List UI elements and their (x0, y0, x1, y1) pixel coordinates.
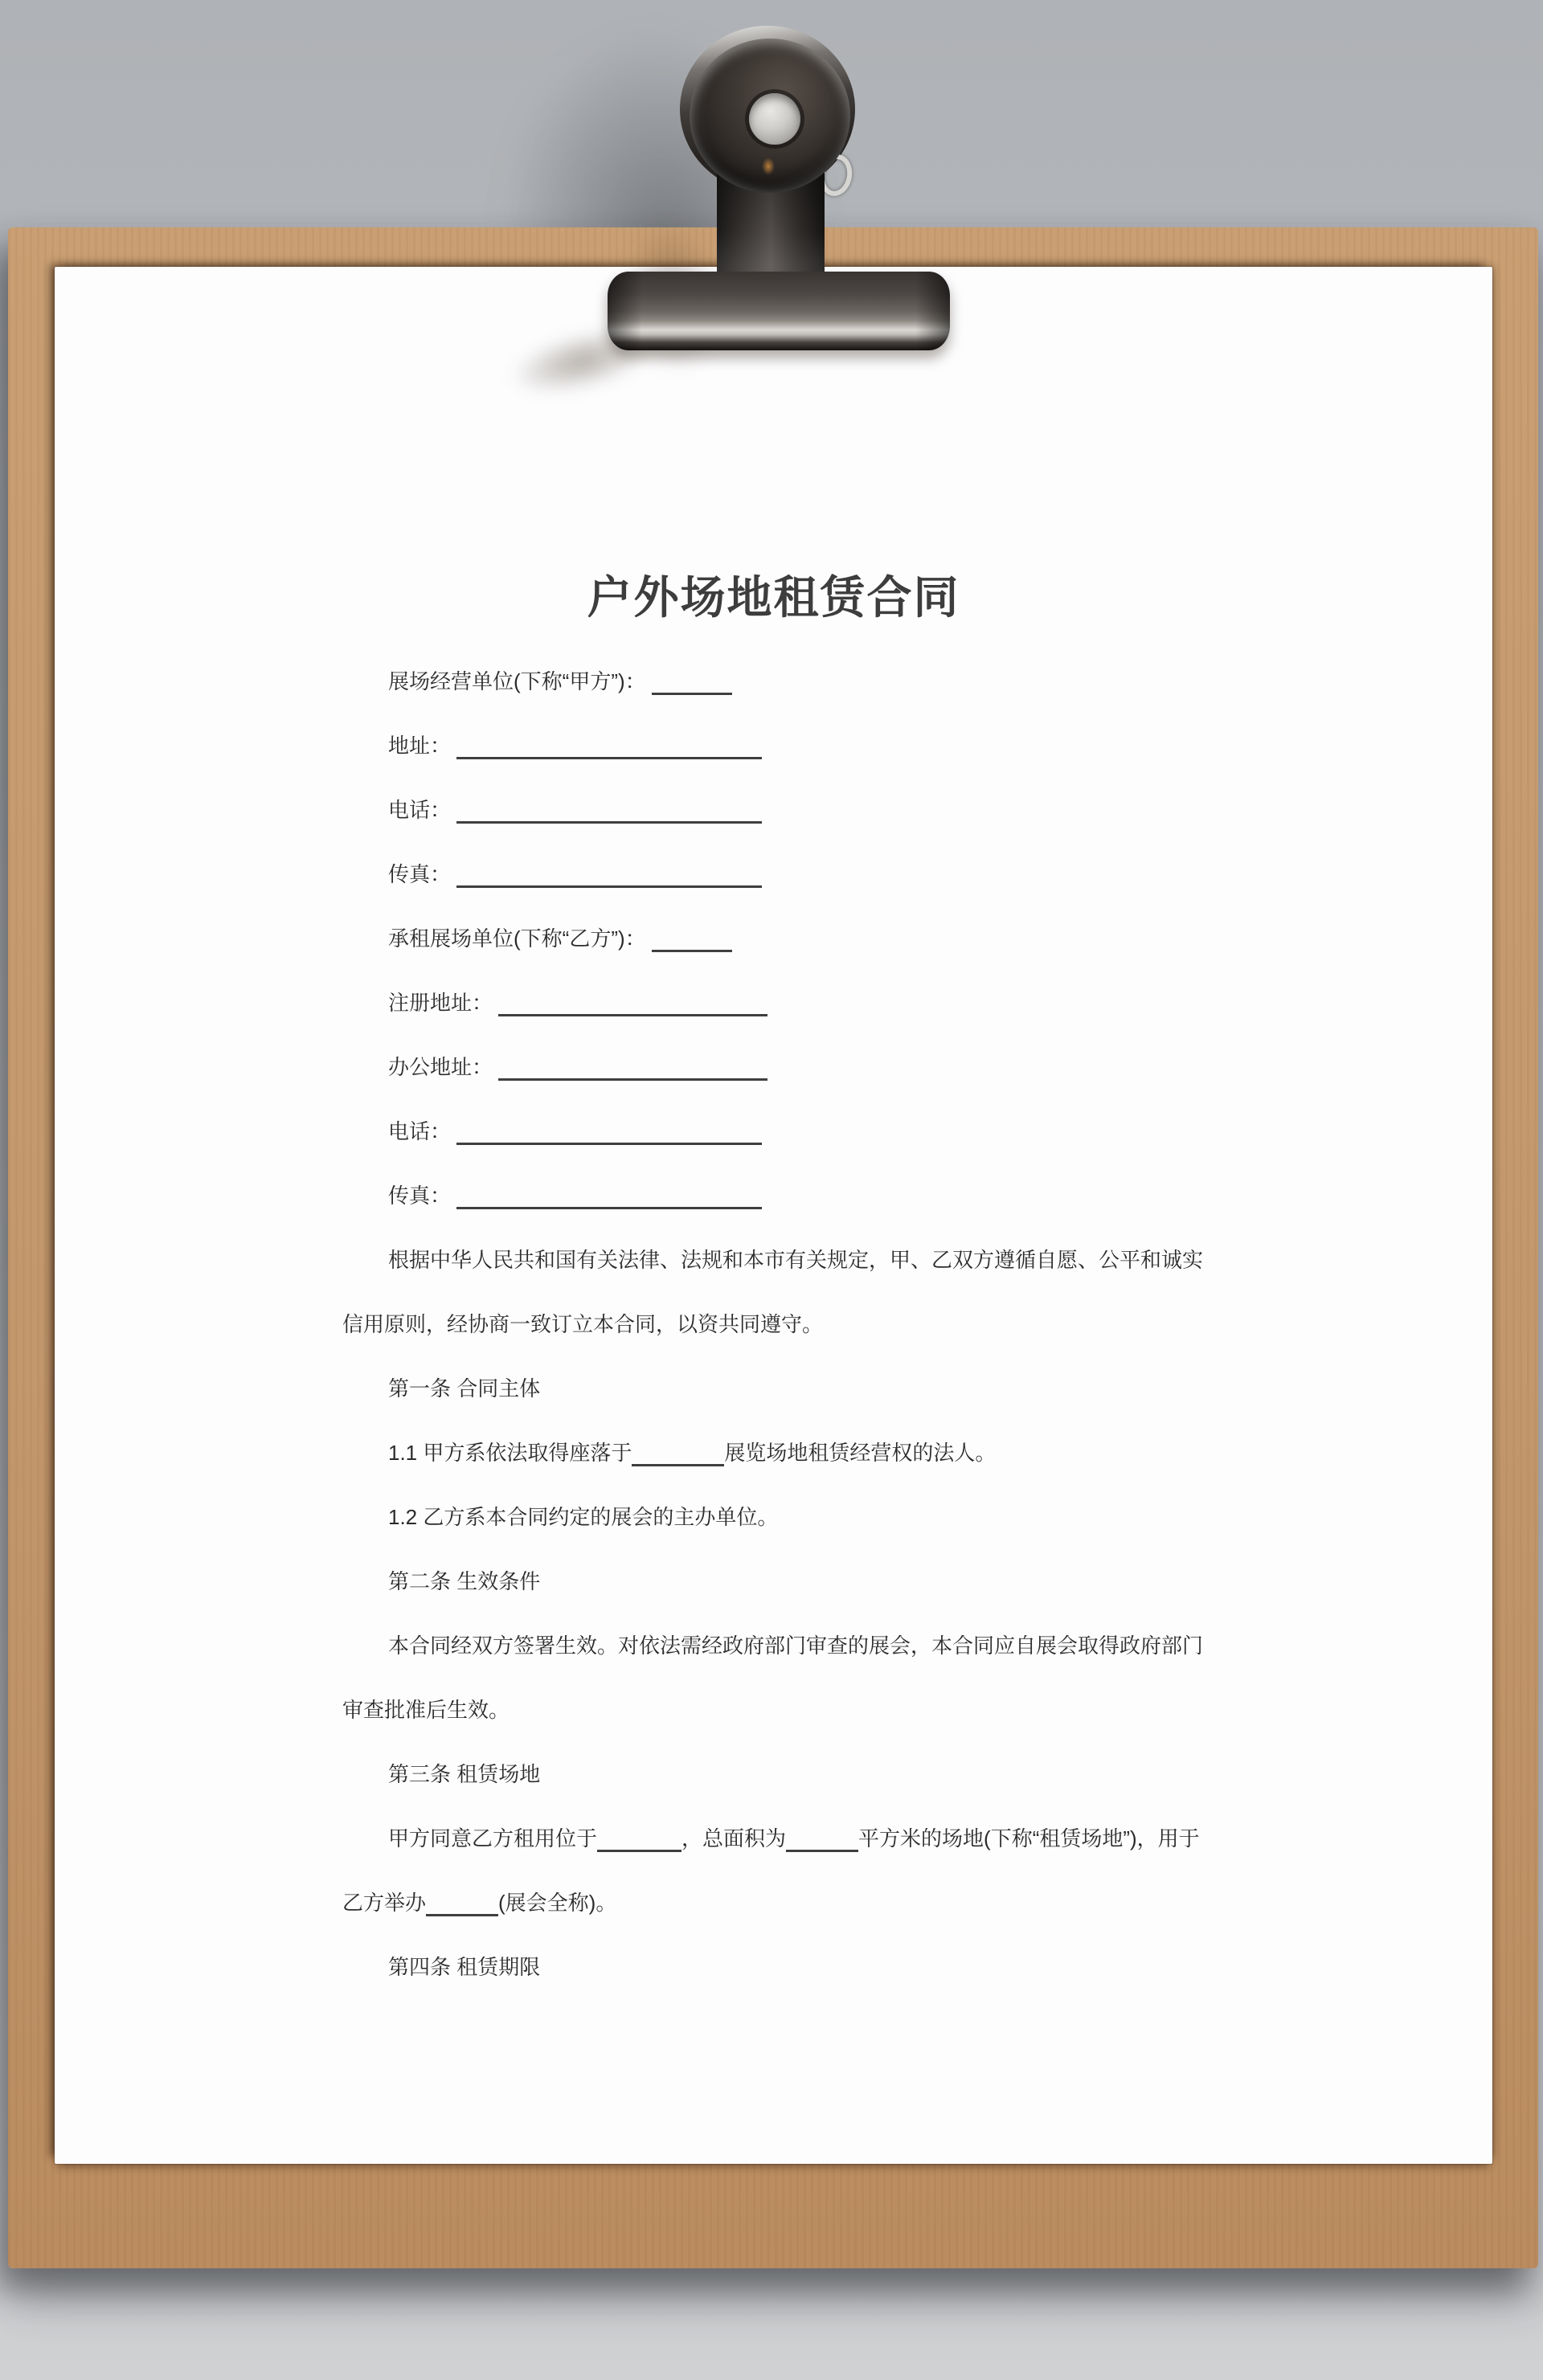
blank-field (426, 1904, 498, 1916)
document-line: 甲方同意乙方租用位于 ，总面积为 平方米的场地(下称“租赁场地”)，用于 (388, 1826, 1200, 1850)
document-line: 1.2 乙方系本合同约定的展会的主办单位。 (388, 1505, 779, 1529)
document-line: 第一条 合同主体 (388, 1376, 541, 1401)
blank-field (597, 1840, 681, 1852)
document-line: 传真： (342, 842, 1226, 906)
document-line: 展场经营单位(下称“甲方”)： (342, 649, 1226, 714)
document-line: 办公地址： (342, 1035, 1226, 1099)
blank-field (456, 876, 762, 888)
clipboard-board (8, 227, 1538, 2268)
document-line: 1.1 甲方系依法取得座落于 展览场地租赁经营权的法人。 (388, 1441, 997, 1465)
document-line: 地址： (342, 714, 1226, 778)
document-line: 本合同经双方签署生效。对依法需经政府部门审查的展会，本合同应自展会取得政府部门 (388, 1634, 1204, 1658)
document-line: 传真： (342, 1163, 1226, 1228)
blank-field (498, 1069, 767, 1081)
blank-field (456, 1197, 762, 1209)
blank-field (652, 683, 732, 695)
clip-center-hole (749, 93, 800, 145)
document-line: 电话： (342, 778, 1226, 842)
binder-clip (595, 16, 964, 370)
blank-field (456, 747, 762, 759)
document-body (342, 649, 1226, 1999)
blank-field (632, 1454, 724, 1466)
blank-field (456, 812, 762, 824)
document-line: 根据中华人民共和国有关法律、法规和本市有关规定，甲、乙双方遵循自愿、公平和诚实 (388, 1248, 1204, 1272)
document-line: 第二条 生效条件 (388, 1569, 541, 1593)
blank-field (456, 1133, 762, 1145)
clip-jaw (608, 272, 950, 350)
document-line: 信用原则，经协商一致订立本合同，以资共同遵守。 (342, 1312, 824, 1336)
document-line: 注册地址： (342, 971, 1226, 1035)
document-title: 户外场地租赁合同 (587, 572, 960, 623)
blank-field (498, 1004, 767, 1016)
document-line: 第四条 租赁期限 (388, 1955, 541, 1979)
blank-field (652, 940, 732, 952)
document-line: 电话： (342, 1099, 1226, 1163)
document-line: 第三条 租赁场地 (388, 1762, 541, 1786)
blank-field (786, 1840, 858, 1852)
contract-paper (55, 267, 1492, 2164)
clip-reflection-glint (762, 157, 775, 175)
document-line: 审查批准后生效。 (342, 1698, 510, 1722)
document-line: 承租展场单位(下称“乙方”)： (342, 906, 1226, 971)
document-line: 乙方举办 (展会全称)。 (342, 1891, 617, 1915)
